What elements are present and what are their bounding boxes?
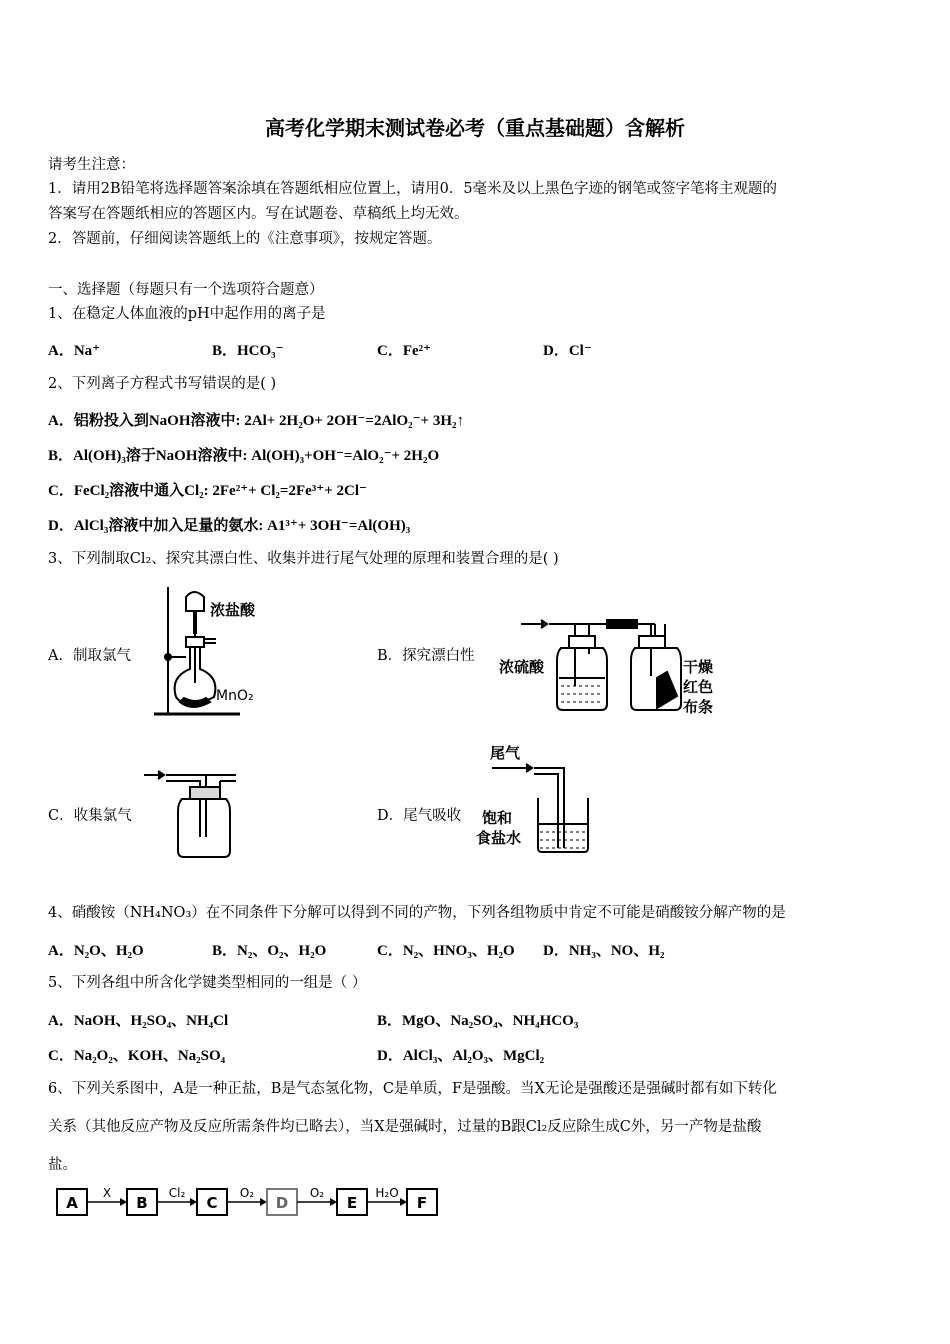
flow-box-label: E — [346, 1194, 358, 1212]
figure-d-label-brine: 食盐水 — [476, 829, 522, 847]
figure-b-label-cloth: 布条 — [683, 698, 714, 716]
q6-line-1: 6、下列关系图中，A是一种正盐，B是气态氢化物，C是单质，F是强酸。当X无论是强酸还是强碱时都有如下转化 — [48, 1081, 777, 1097]
q2-option-b: B．Al(OH)₃溶于NaOH溶液中: Al(OH)₃+OH⁻=AlO₂⁻+ 2H₂O — [48, 448, 440, 464]
q1-option-b: B．HCO₃⁻ — [212, 343, 284, 359]
figure-d-label-tailgas: 尾气 — [490, 744, 521, 762]
flow-arrow-head-icon — [260, 1198, 267, 1206]
page-title: 高考化学期末测试卷必考（重点基础题）含解析 — [265, 116, 685, 140]
q6-flow-diagram — [55, 1183, 450, 1219]
q3-option-b: B．探究漂白性 — [377, 648, 475, 664]
figure-b-label-red: 红色 — [683, 678, 714, 696]
notice-line-2: 答案写在答题纸相应的答题区内。写在试题卷、草稿纸上均无效。 — [48, 206, 469, 222]
q2-stem: 2、下列离子方程式书写错误的是( ) — [48, 376, 277, 392]
q1-option-c: C．Fe²⁺ — [377, 343, 432, 359]
q5-option-b: B．MgO、Na₂SO₄、NH₄HCO₃ — [377, 1013, 579, 1029]
figure-b-apparatus — [497, 612, 727, 717]
flow-arrow-label: Cl₂ — [168, 1186, 186, 1200]
flow-box-label: B — [136, 1194, 148, 1212]
flow-arrow-label: X — [102, 1186, 112, 1200]
q3-stem: 3、下列制取Cl₂、探究其漂白性、收集并进行尾气处理的原理和装置合理的是( ) — [48, 551, 559, 567]
flow-arrow-head-icon — [190, 1198, 197, 1206]
q3-option-d: D．尾气吸收 — [377, 808, 462, 824]
flow-arrow-head-icon — [120, 1198, 127, 1206]
notice-line-3: 2．答题前，仔细阅读答题纸上的《注意事项》，按规定答题。 — [48, 231, 442, 247]
figure-b-label-h2so4: 浓硫酸 — [499, 658, 545, 676]
q5-option-a: A．NaOH、H₂SO₄、NH₄Cl — [48, 1013, 229, 1029]
q4-option-c: C．N₂、HNO₃、H₂O — [377, 943, 515, 959]
notice-line-1: 1．请用2B铅笔将选择题答案涂填在答题纸相应位置上，请用0．5毫米及以上黑色字迹的钢笔或签字笔将主观题的 — [48, 181, 778, 197]
figure-c-apparatus — [140, 765, 240, 863]
q2-option-c: C．FeCl₂溶液中通入Cl₂: 2Fe²⁺+ Cl₂=2Fe³⁺+ 2Cl⁻ — [48, 483, 367, 499]
flow-arrow-head-icon — [400, 1198, 407, 1206]
q5-option-d: D．AlCl₃、Al₂O₃、MgCl₂ — [377, 1048, 545, 1064]
q3-option-c: C．收集氯气 — [48, 808, 132, 824]
q1-stem: 1、在稳定人体血液的pH中起作用的离子是 — [48, 306, 326, 322]
q6-line-3: 盐。 — [48, 1157, 77, 1173]
flow-box-label: F — [416, 1194, 428, 1212]
flow-arrow-label: O₂ — [309, 1186, 325, 1200]
q1-option-d: D．Cl⁻ — [543, 343, 592, 359]
figure-a-label-mno2: MnO₂ — [216, 688, 254, 704]
flow-box-label: A — [66, 1194, 78, 1212]
q1-option-a: A．Na⁺ — [48, 343, 101, 359]
flow-arrow-head-icon — [330, 1198, 337, 1206]
flow-arrow-label: O₂ — [239, 1186, 255, 1200]
figure-d-label-saturated: 饱和 — [482, 809, 513, 827]
flow-arrow-label: H₂O — [375, 1186, 399, 1200]
figure-a-apparatus — [150, 585, 280, 720]
q5-option-c: C．Na₂O₂、KOH、Na₂SO₄ — [48, 1048, 226, 1064]
flow-box-label: C — [206, 1194, 218, 1212]
q6-line-2: 关系（其他反应产物及反应所需条件均已略去），当X是强碱时，过量的B跟Cl₂反应除生成C外，另一产物是盐酸 — [48, 1119, 762, 1135]
notice-heading: 请考生注意： — [48, 157, 135, 173]
q4-option-d: D．NH₃、NO、H₂ — [543, 943, 665, 959]
q4-option-b: B．N₂、O₂、H₂O — [212, 943, 327, 959]
q5-stem: 5、下列各组中所含化学键类型相同的一组是（ ） — [48, 975, 367, 991]
q3-option-a: A．制取氯气 — [48, 648, 131, 664]
figure-b-label-dry: 干燥 — [683, 658, 714, 676]
section-heading: 一、选择题（每题只有一个选项符合题意） — [48, 282, 324, 298]
q4-option-a: A．N₂O、H₂O — [48, 943, 144, 959]
q4-stem: 4、硝酸铵（NH₄NO₃）在不同条件下分解可以得到不同的产物，下列各组物质中肯定不可能是硝酸铵分解产物的是 — [48, 905, 786, 921]
flow-box-label: D — [275, 1194, 289, 1212]
q2-option-d: D．AlCl₃溶液中加入足量的氨水: A1³⁺+ 3OH⁻=Al(OH)₃ — [48, 518, 411, 534]
figure-d-apparatus — [476, 738, 596, 856]
q2-option-a: A．铝粉投入到NaOH溶液中: 2Al+ 2H₂O+ 2OH⁻=2AlO₂⁻+ 3H₂↑ — [48, 413, 465, 429]
figure-a-label-hcl: 浓盐酸 — [210, 601, 256, 619]
